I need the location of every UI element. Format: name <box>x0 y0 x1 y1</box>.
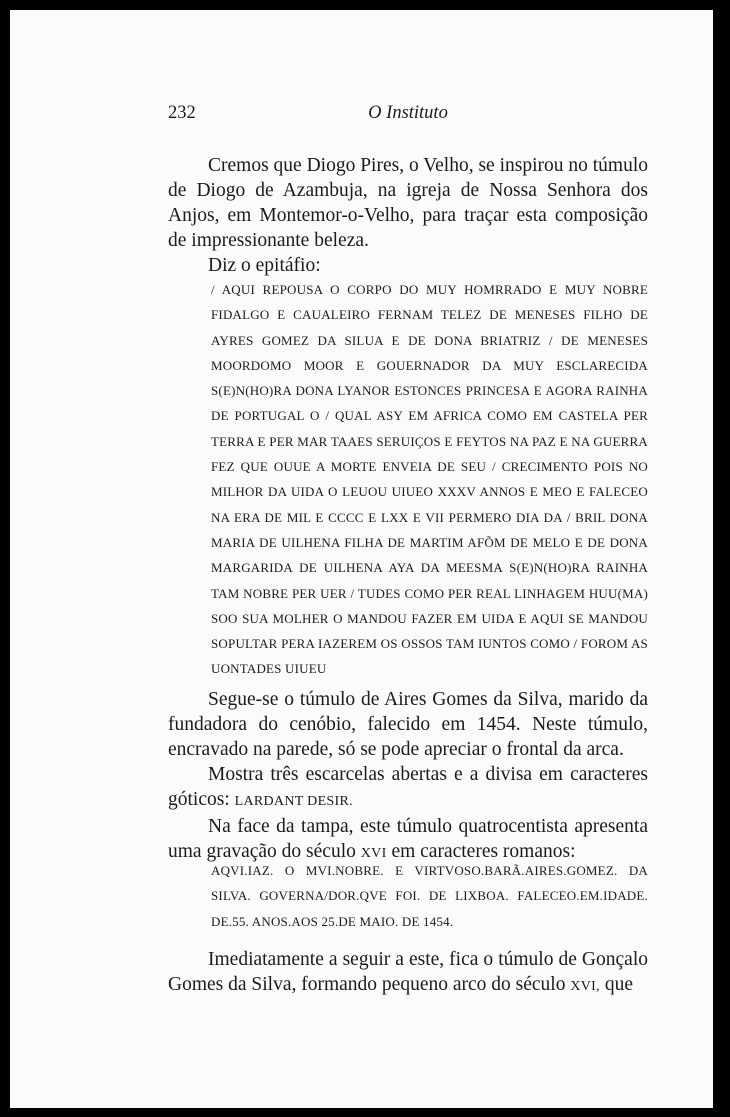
motto-text: LARDANT DESIR. <box>234 794 353 809</box>
century-numeral: XVI <box>360 846 387 861</box>
intro-paragraphs <box>168 153 648 278</box>
final-paragraph <box>168 947 648 999</box>
paragraph-aires-gomes: Segue-se o túmulo de Aires Gomes da Silva, marido da fundadora do cenóbio, falecido em 1454. Neste túmulo, encravado na parede, só se pode apreciar o frontal da arca. <box>168 689 648 760</box>
epitaph-inscription: / AQUI REPOUSA O CORPO DO MUY HOMRRADO E MUY NOBRE FIDALGO E CAUALEIRO FERNAM TELEZ DE MENESES FILHO DE AYRES GOMEZ DA SILUA E DE DONA BRIATRIZ / DE MENESES MOORDOMO MOOR E GOUERNADOR DA MUY ESCLARECIDA S(E)N(HO)RA DONA LYANOR ESTONCES PRINCESA E AGORA RAINHA DE PORTUGAL O / QUAL ASY EM AFRICA COMO EM CASTELA PER TERRA E PER MAR TAAES SERUIÇOS E FEYTOS NA PAZ E NA GUERRA FEZ QUE OUUE A MORTE ENVEIA DE SEU / CRECIMENTO POIS NO MILHOR DA UIDA O LEUOU UIUEO XXXV ANNOS E MEO E FALECEO NA ERA DE MIL E CCCC E LXX E VII PERMERO DIA DA / BRIL DONA MARIA DE UILHENA FILHA DE MARTIM AFÕM DE MELO E DE DONA MARGARIDA DE UILHENA AYA DA MEESMA S(E)N(HO)RA RAINHA TAM NOBRE PER UER / TUDES COMO PER REAL LINHAGEM HUU(MA) SOO SUA MOLHER O MANDOU FAZER EM UIDA E AQUI SE MANDOU SOPULTAR PERA IAZEREM OS OSSOS TAM IUNTOS COMO / FOROM AS UONTADES UIUEU <box>211 282 648 677</box>
goncalo-text: Imediatamente a seguir a este, fica o túmulo de Gonçalo Gomes da Silva, formando pequeno arco do século <box>168 949 648 995</box>
book-page <box>10 10 713 1108</box>
tampa-text: Na face da tampa, este túmulo quatrocentista apresenta uma gravação do século <box>168 816 648 862</box>
century-numeral-2: XVI, <box>570 979 600 994</box>
motto-intro: Mostra três escarcelas abertas e a divisa em caracteres góticos: <box>168 764 648 810</box>
paragraph-goncalo <box>168 947 648 999</box>
paragraph-azambuja: Cremos que Diogo Pires, o Velho, se inspirou no túmulo de Diogo de Azambuja, na igreja de Nossa Senhora dos Anjos, em Montemor-o-Velho, para traçar esta composição de impressionante beleza. <box>168 155 648 251</box>
middle-paragraphs <box>168 687 648 866</box>
paragraph-motto <box>168 762 648 814</box>
tomb-inscription: AQVI.IAZ. O MVI.NOBRE. E VIRTVOSO.BARÃ.AIRES.GOMEZ. DA SILVA. GOVERNA/DOR.QVE FOI. DE LIXBOA. FALECEO.EM.IDADE. DE.55. ANOS.AOS 25.DE MAIO. DE 1454. <box>211 863 648 929</box>
page-number: 232 <box>168 103 196 123</box>
goncalo-tail: que <box>604 974 633 995</box>
tampa-tail: em caracteres romanos: <box>391 841 576 862</box>
page-header <box>168 103 648 133</box>
running-title: O Instituto <box>368 103 448 123</box>
paragraph-epitaph-intro: Diz o epitáfio: <box>208 255 321 276</box>
